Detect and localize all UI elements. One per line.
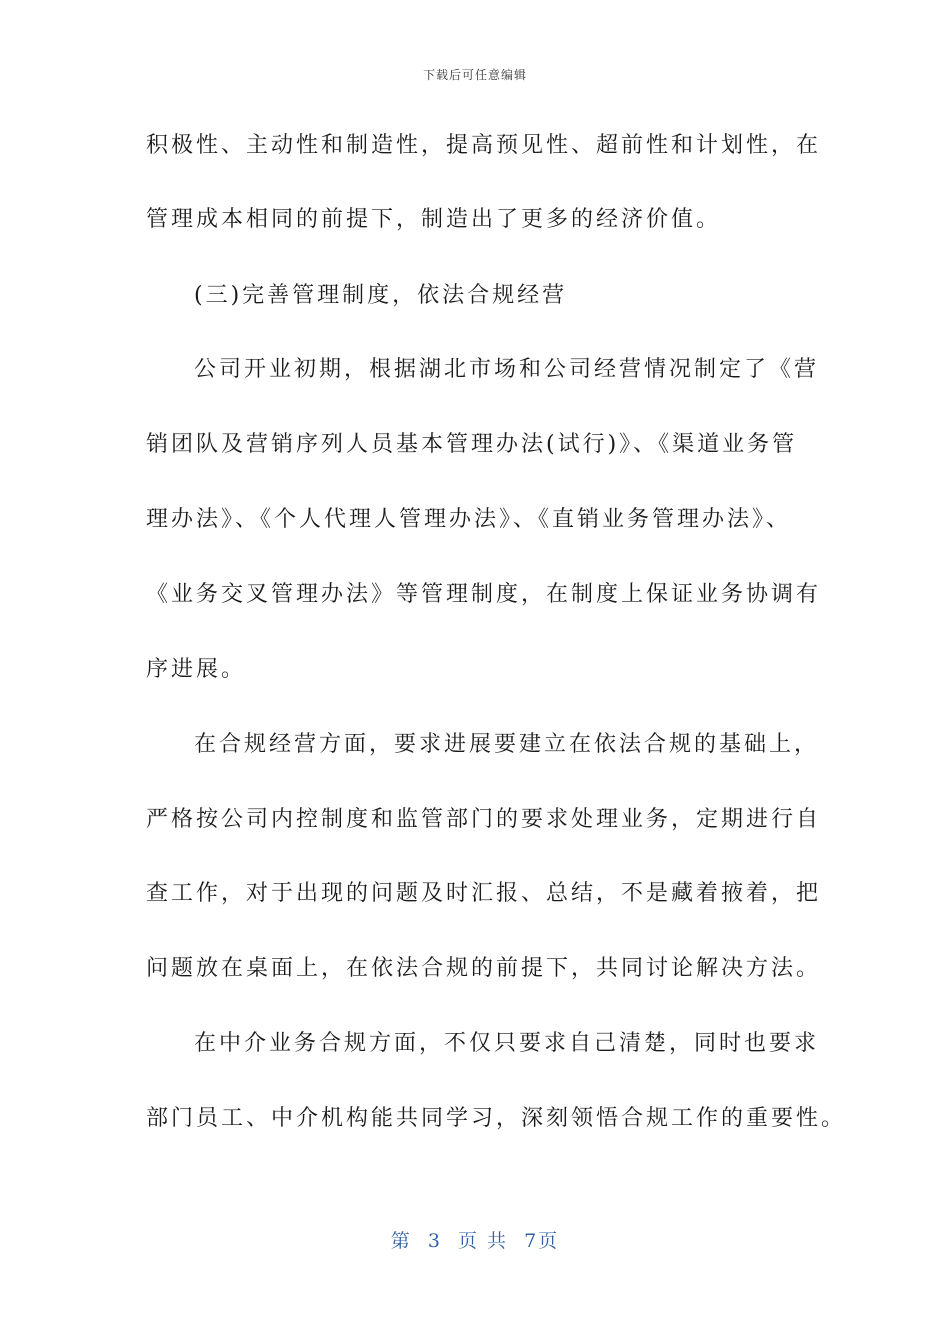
body-line-10: 严格按公司内控制度和监管部门的要求处理业务，定期进行自	[146, 807, 822, 832]
body-line-14: 部门员工、中介机构能共同学习，深刻领悟合规工作的重要性。	[146, 1106, 847, 1131]
body-line-5: 销团队及营销序列人员基本管理办法(试行)》、《渠道业务管	[146, 432, 798, 457]
body-line-13: 在中介业务合规方面，不仅只要求自己清楚，同时也要求	[194, 1031, 820, 1056]
body-line-9: 在合规经营方面，要求进展要建立在依法合规的基础上，	[194, 732, 820, 757]
body-line-1: 积极性、主动性和制造性，提高预见性、超前性和计划性，在	[146, 133, 822, 158]
footer-current-page: 3	[427, 1230, 442, 1252]
section-heading: (三)完善管理制度，依法合规经营	[194, 283, 568, 308]
footer-total: 7页	[524, 1230, 560, 1252]
body-line-2: 管理成本相同的前提下，制造出了更多的经济价值。	[146, 207, 722, 232]
page-footer	[0, 1226, 950, 1253]
body-line-4: 公司开业初期，根据湖北市场和公司经营情况制定了《营	[194, 357, 820, 382]
header-note: 下载后可任意编辑	[422, 68, 527, 82]
body-line-11: 查工作，对于出现的问题及时汇报、总结，不是藏着掖着，把	[146, 881, 822, 906]
body-line-12: 问题放在桌面上，在依法合规的前提下，共同讨论解决方法。	[146, 956, 822, 981]
footer-prefix: 第	[390, 1230, 412, 1252]
footer-middle: 页 共	[458, 1230, 509, 1252]
body-line-7: 《业务交叉管理办法》等管理制度，在制度上保证业务协调有	[146, 582, 822, 607]
body-line-6: 理办法》、《个人代理人管理办法》、《直销业务管理办法》、	[146, 507, 792, 532]
body-line-8: 序进展。	[146, 657, 247, 682]
